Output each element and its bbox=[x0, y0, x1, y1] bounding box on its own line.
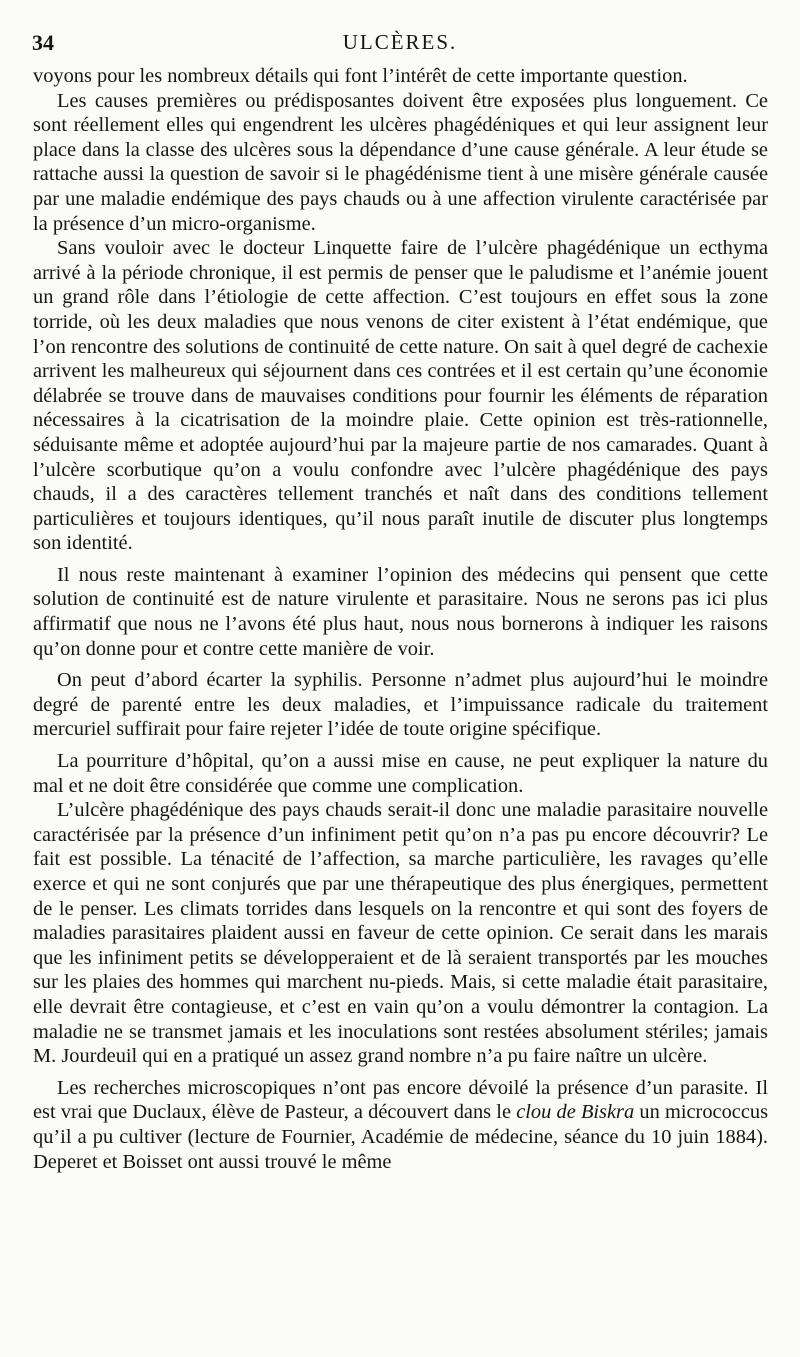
paragraph: Il nous reste maintenant à examiner l’opinion des médecins qui pensent que cette solution de continuité est de nature virulente et parasitaire. Nous ne serons pas ici plus affirmatif que nous ne l’avons été plus haut, nous nous bornerons à indiquer les raisons qu’on donne pour et contre cette manière de voir. bbox=[33, 563, 768, 660]
paragraph: voyons pour les nombreux détails qui font l’intérêt de cette importante question. bbox=[33, 65, 688, 87]
paragraph: On peut d’abord écarter la syphilis. Personne n’admet plus aujourd’hui le moindre degré de parenté entre les deux maladies, et l’impuissance radicale du traitement mercuriel suffirait pour faire rejeter l’idée de toute origine spécifique. bbox=[33, 669, 768, 741]
page-number: 34 bbox=[32, 30, 54, 55]
running-title: ULCÈRES. bbox=[342, 30, 458, 54]
paragraph: La pourriture d’hôpital, qu’on a aussi mise en cause, ne peut expliquer la nature du mal et ne doit être considérée que comme une complication. bbox=[33, 750, 768, 797]
italic-term: clou de Biskra bbox=[516, 1101, 635, 1124]
paragraph: Les causes premières ou prédisposantes doivent être exposées plus longuement. Ce sont réellement elles qui engendrent les ulcères phagédéniques et qui leur assignent leur place dans la classe des ulcères sous la dépendance d’une cause générale. A leur étude se rattache aussi la question de savoir si le phagédénisme tient à une misère générale causée par une maladie endémique des pays chauds ou à une affection virulente caractérisée par la présence d’un micro-organisme. bbox=[33, 89, 768, 235]
body-text bbox=[33, 64, 768, 1174]
paragraph-last bbox=[33, 1076, 768, 1174]
paragraph: Sans vouloir avec le docteur Linquette faire de l’ulcère phagédénique un ecthyma arrivé à la période chronique, il est permis de penser que le paludisme et l’anémie jouent un grand rôle dans l’étiologie de cette affection. C’est toujours en effet sous la zone torride, où les deux maladies que nous venons de citer existent à l’état endémique, que l’on rencontre des solutions de continuité de cette nature. On sait à quel degré de cachexie arrivent les malheureux qui séjournent dans ces contrées et il est certain qu’une économie délabrée se trouve dans de mauvaises conditions pour fournir les éléments de réparation nécessaires à la cicatrisation de la moindre plaie. Cette opinion est très-rationnelle, séduisante même et adoptée aujourd’hui par la majeure partie de nos camarades. Quant à l’ulcère scorbutique qu’on a voulu confondre avec l’ulcère phagédénique des pays chauds, il a des caractères tellement tranchés et naît dans des conditions tellement particulières et toujours identiques, qu’il nous paraît inutile de discuter plus longtemps son identité. bbox=[33, 237, 768, 555]
paragraph-text: Les recherches microscopiques n’ont pas encore dévoilé la présence d’un parasite. Il est vrai que Duclaux, élève de Pasteur, a découvert dans le bbox=[33, 1076, 768, 1124]
paragraph-text: un micrococcus qu’il a pu cultiver (lecture de Fournier, Académie de médecine, séance du 10 juin 1884). Deperet et Boisset ont aussi trouvé le même bbox=[33, 1101, 769, 1173]
page-header bbox=[30, 30, 770, 56]
paragraph: L’ulcère phagédénique des pays chauds serait-il donc une maladie parasitaire nouvelle caractérisée par la présence d’un infiniment petit qu’on n’a pas pu encore découvrir? Le fait est possible. La ténacité de l’affection, sa marche particulière, les ravages qu’elle exerce et qui ne sont conjurés que par une thérapeutique des plus énergiques, permettent de le penser. Les climats torrides dans lesquels on la rencontre et qui sont des foyers de maladies parasitaires plaident aussi en faveur de cette opinion. Ce serait dans les marais que les infiniment petits se développeraient et de là seraient transportés par les mouches sur les plaies des hommes qui marchent nu-pieds. Mais, si cette maladie était parasitaire, elle devrait être contagieuse, et c’est en vain qu’on a voulu démontrer la contagion. La maladie ne se transmet jamais et les inoculations sont restées absolument stériles; jamais M. Jourdeuil qui en a pratiqué un assez grand nombre n’a pu faire naître un ulcère. bbox=[33, 799, 768, 1068]
